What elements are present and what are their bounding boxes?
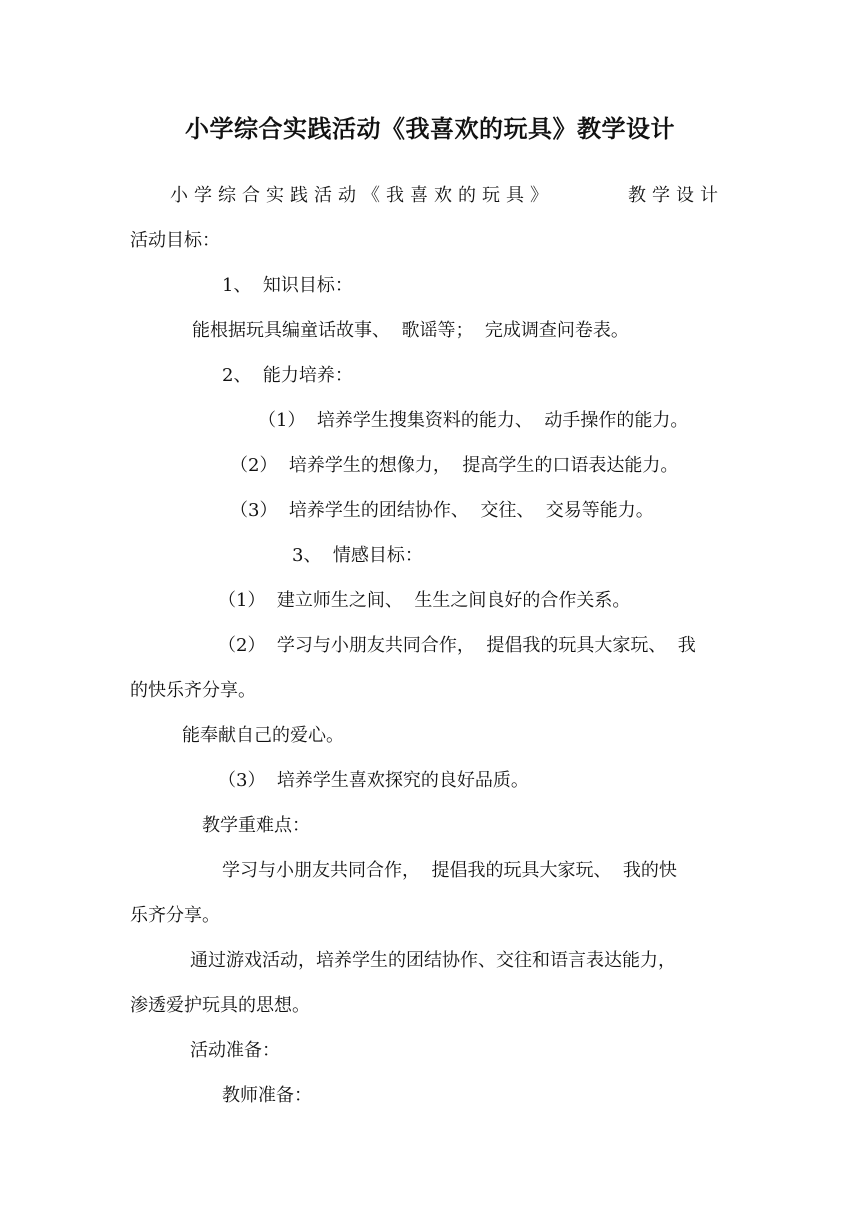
document-title: 小学综合实践活动《我喜欢的玩具》教学设计 [185,114,675,143]
subtitle-line-end: 教学设计 [628,185,724,206]
paragraph: 能奉献自己的爱心。 [182,725,344,746]
subsection-heading-teacher: 教师准备： [222,1085,312,1106]
list-item: （3） 培养学生的团结协作、 交往、 交易等能力。 [230,500,654,521]
paragraph-continued: 渗透爱护玩具的思想。 [130,995,310,1016]
paragraph-continued: 乐齐分享。 [130,905,220,926]
paragraph: 通过游戏活动，培养学生的团结协作、交往和语言表达能力， [190,950,676,971]
paragraph: 能根据玩具编童话故事、 歌谣等； 完成调查问卷表。 [192,320,629,341]
objective-heading-2: 2、 能力培养： [222,365,353,386]
section-heading-objectives: 活动目标： [130,230,220,251]
list-item: （1） 培养学生搜集资料的能力、 动手操作的能力。 [258,410,689,431]
paragraph: 学习与小朋友共同合作， 提倡我的玩具大家玩、 我的快 [222,860,677,881]
list-item-continued: 的快乐齐分享。 [130,680,256,701]
objective-heading-1: 1、 知识目标： [222,275,353,296]
section-heading-key-points: 教学重难点： [202,815,310,836]
list-item: （3） 培养学生喜欢探究的良好品质。 [218,770,529,791]
list-item: （1） 建立师生之间、 生生之间良好的合作关系。 [218,590,631,611]
list-item: （2） 学习与小朋友共同合作， 提倡我的玩具大家玩、 我 [218,635,696,656]
objective-heading-3: 3、 情感目标： [292,545,423,566]
subtitle-line: 小学综合实践活动《我喜欢的玩具》 [170,185,554,206]
list-item: （2） 培养学生的想像力， 提高学生的口语表达能力。 [230,455,679,476]
section-heading-preparation: 活动准备： [190,1040,280,1061]
